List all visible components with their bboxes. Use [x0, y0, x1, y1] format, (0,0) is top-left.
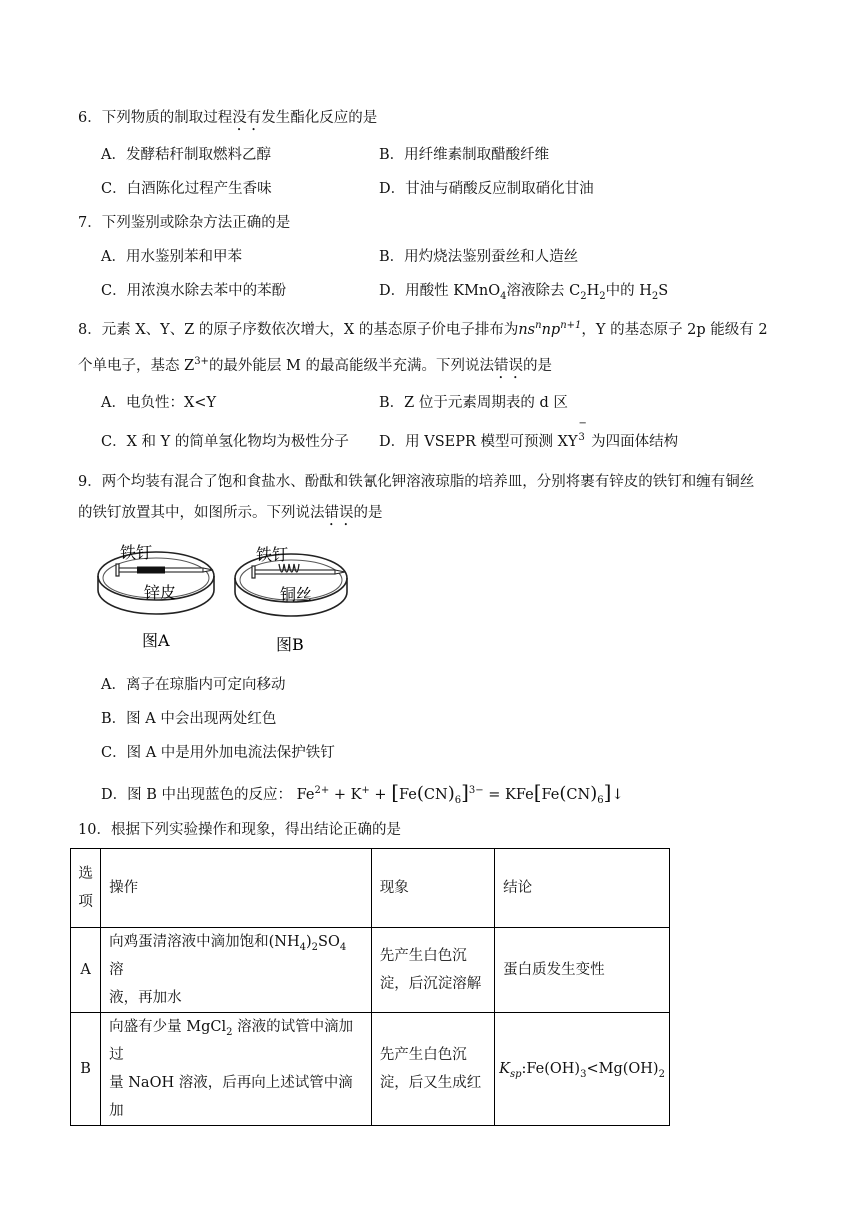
- q9-option-c: C．图 A 中是用外加电流法保护铁钉: [101, 745, 335, 761]
- row-operation: 向鸡蛋清溶液中滴加饱和$(NH_4)_2SO_4$ 溶 液，再加水: [101, 928, 372, 1013]
- q7-stem: 7．下列鉴别或除杂方法正确的是: [78, 215, 291, 231]
- q8-option-a: A．电负性：X<Y: [101, 395, 217, 411]
- emphasis-text: 错误: [324, 505, 354, 521]
- fig-b-caption: 图B: [276, 635, 304, 654]
- fig-a-wrap-label: 锌皮: [144, 583, 177, 602]
- emphasis-text: 没有: [232, 110, 262, 126]
- q8-option-d: D．用 VSEPR 模型可预测 XY − 3 为四面体结构: [379, 418, 679, 450]
- header-operation: 操作: [101, 849, 372, 928]
- q10-stem: 10．根据下列实验操作和现象，得出结论正确的是: [78, 822, 401, 838]
- header-phenomenon: 现象: [371, 849, 494, 928]
- reaction-equation: $Fe^{2+} + K^+ + [Fe(CN)_6]^{3-}$ = $KFe[Fe(CN)_6]↓$: [296, 780, 624, 806]
- row-operation: 向盛有少量 MgCl$_2$ 溶液的试管中滴加过 量 NaOH 溶液，后再向上述试管中滴加: [101, 1013, 372, 1126]
- q8-option-b: B．Z 位于元素周期表的 d 区: [379, 395, 568, 411]
- row-phenomenon: 先产生白色沉 淀，后沉淀溶解: [371, 928, 494, 1013]
- q7-option-a: A．用水鉴别苯和甲苯: [101, 249, 242, 265]
- row-phenomenon: 先产生白色沉 淀，后又生成红: [371, 1013, 494, 1126]
- q6-option-c: C．白酒陈化过程产生香味: [101, 181, 272, 197]
- q7-option-d: D．用酸性 KMnO$_4$溶液除去 $C_2H_2$中的 $H_2S$: [379, 283, 669, 302]
- petri-dish-illustration: [92, 538, 352, 658]
- row-conclusion: $K_{sp}:Fe(OH)_3<Mg(OH)_2$: [495, 1013, 670, 1126]
- q6-option-b: B．用纤维素制取醋酸纤维: [379, 147, 550, 163]
- fig-a-caption: 图A: [142, 631, 170, 650]
- q8-stem-line2: 个单电子，基态 $Z^{3+}$的最外能层 M 的最高能级半充满。下列说法错误的是: [78, 356, 553, 374]
- q7-option-b: B．用灼烧法鉴别蚕丝和人造丝: [379, 249, 579, 265]
- fig-b-nail-label: 铁钉: [256, 545, 289, 564]
- experiment-table: [70, 848, 670, 1126]
- table-header-row: [71, 849, 670, 928]
- row-option: A: [71, 928, 101, 1013]
- q6-option-d: D．甘油与硝酸反应制取硝化甘油: [379, 181, 594, 197]
- emphasis-text: 错误: [494, 358, 524, 374]
- q7-option-c: C．用浓溴水除去苯中的苯酚: [101, 283, 287, 299]
- fig-b-wrap-label: 铜丝: [280, 585, 313, 604]
- q9-stem-line2: 的铁钉放置其中，如图所示。下列说法错误的是: [78, 505, 383, 521]
- q9-option-a: A．离子在琼脂内可定向移动: [101, 677, 286, 693]
- header-conclusion: 结论: [495, 849, 670, 928]
- petri-dish-figure: [92, 538, 352, 658]
- q6-option-a: A．发酵秸秆制取燃料乙醇: [101, 147, 271, 163]
- q6-stem: 6．下列物质的制取过程没有发生酯化反应的是: [78, 110, 378, 126]
- q8-option-c: C．X 和 Y 的简单氢化物均为极性分子: [101, 434, 349, 450]
- fig-a-nail-label: 铁钉: [120, 543, 153, 562]
- q9-option-d: D．图 B 中出现蓝色的反应： $Fe^{2+} + K^+ + [Fe(CN)_6]^{3-}$ = $KFe[Fe(CN)_6]↓$: [101, 780, 624, 806]
- row-conclusion: 蛋白质发生变性: [495, 928, 670, 1013]
- table-row: [71, 1013, 670, 1126]
- row-option: B: [71, 1013, 101, 1126]
- q8-stem-line1: 8．元素 X、Y、Z 的原子序数依次增大，X 的基态原子价电子排布为$ns^nnp^{n+1}$，Y 的基态原子 2p 能级有 2: [78, 320, 768, 338]
- table-row: [71, 928, 670, 1013]
- header-option: 选 项: [71, 849, 101, 928]
- q9-stem-line1: 9．两个均装有混合了饱和食盐水、酚酞和铁氰化钾溶液琼脂的培养皿，分别将裹有锌皮的铁钉和缠有铜丝: [78, 474, 755, 490]
- q9-option-b: B．图 A 中会出现两处红色: [101, 711, 277, 727]
